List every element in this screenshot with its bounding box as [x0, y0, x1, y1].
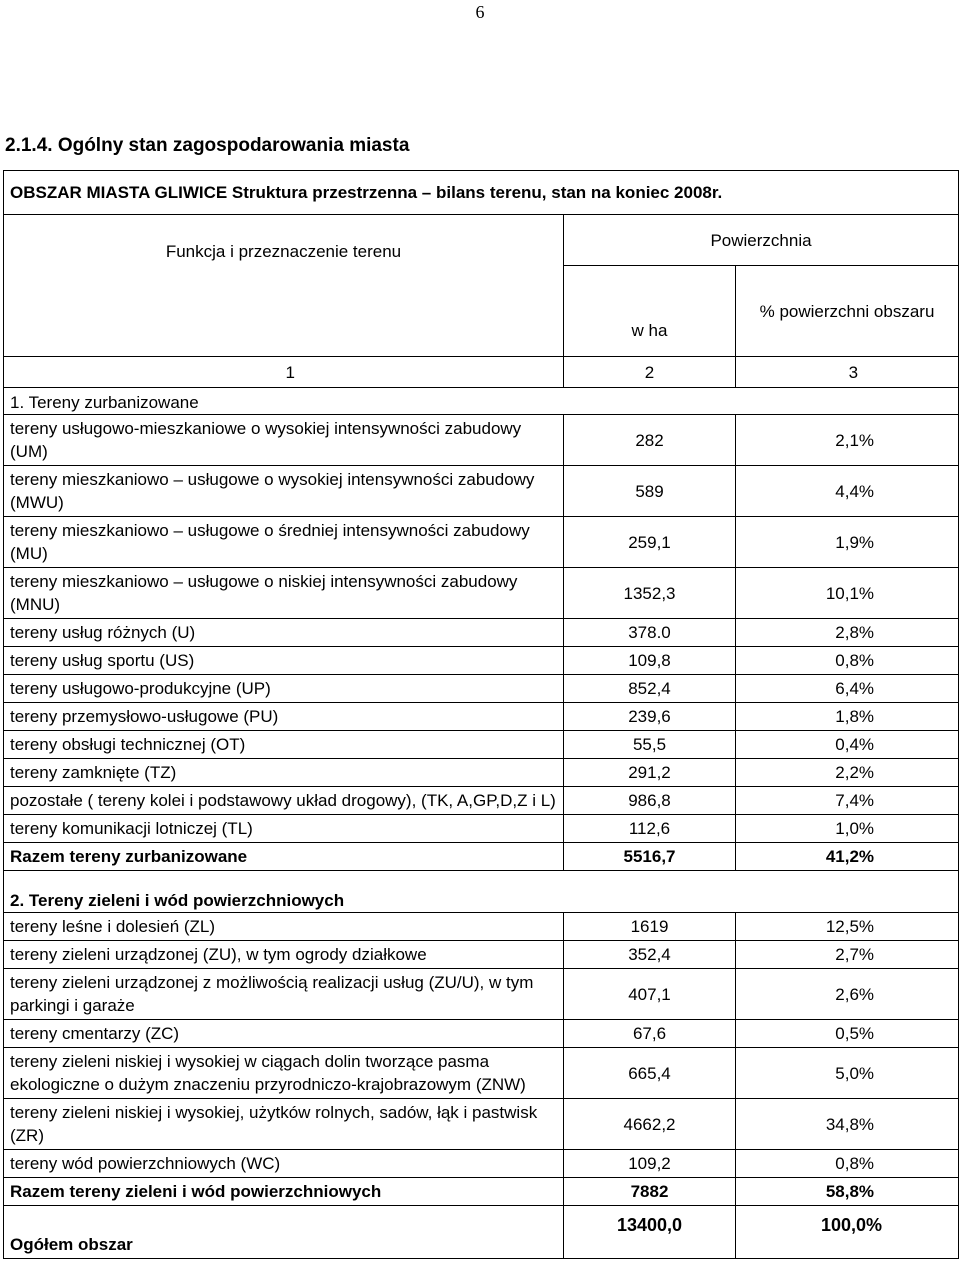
section1-row-12-percent: 1,0%	[736, 815, 959, 843]
section2-row-3-hectares: 407,1	[564, 969, 736, 1020]
section1-row-10-label: tereny zamknięte (TZ)	[4, 759, 564, 787]
section1-row-7-label: tereny usługowo-produkcyjne (UP)	[4, 675, 564, 703]
grand-total-row	[4, 1206, 959, 1259]
section1-row-12-hectares: 112,6	[564, 815, 736, 843]
header-row	[4, 215, 959, 266]
section2-row-2-percent: 2,7%	[736, 941, 959, 969]
col-number-1: 1	[4, 357, 564, 388]
section2-total-row-hectares: 7882	[564, 1178, 736, 1206]
section1-row-1-label: tereny usługowo-mieszkaniowe o wysokiej intensywności zabudowy (UM)	[4, 415, 564, 466]
section2-body	[4, 871, 959, 1206]
section2-row-6	[4, 1099, 959, 1150]
section1-row-4	[4, 568, 959, 619]
section1-row-11-label: pozostałe ( tereny kolei i podstawowy układ drogowy), (TK, A,GP,D,Z i L)	[4, 787, 564, 815]
section1-body	[4, 388, 959, 871]
section2-row-5-percent: 5,0%	[736, 1048, 959, 1099]
land-balance-document	[3, 170, 958, 1259]
section2-row-3-percent: 2,6%	[736, 969, 959, 1020]
section-spacer-row	[4, 871, 959, 890]
section1-row-10	[4, 759, 959, 787]
section2-row-3-label: tereny zieleni urządzonej z możliwością realizacji usług (ZU/U), w tym parkingi i garaże	[4, 969, 564, 1020]
section1-row-11-percent: 7,4%	[736, 787, 959, 815]
section1-row-7	[4, 675, 959, 703]
section1-row-3	[4, 517, 959, 568]
section1-row-9-hectares: 55,5	[564, 731, 736, 759]
section2-row-7-percent: 0,8%	[736, 1150, 959, 1178]
section1-row-9-label: tereny obsługi technicznej (OT)	[4, 731, 564, 759]
section1-row-5-label: tereny usług różnych (U)	[4, 619, 564, 647]
section1-row-10-hectares: 291,2	[564, 759, 736, 787]
section1-row-7-hectares: 852,4	[564, 675, 736, 703]
section1-row-7-percent: 6,4%	[736, 675, 959, 703]
section1-row-8-label: tereny przemysłowo-usługowe (PU)	[4, 703, 564, 731]
header-area: Powierzchnia	[564, 215, 959, 266]
section2-row-5-label: tereny zieleni niskiej i wysokiej w ciągach dolin tworzące pasma ekologiczne o dużym znaczeniu przyrodniczo-krajobrazowym (ZNW)	[4, 1048, 564, 1099]
header-pct: % powierzchni obszaru	[736, 266, 959, 357]
land-balance-table	[3, 170, 959, 1259]
section1-row-6-label: tereny usług sportu (US)	[4, 647, 564, 675]
section1-row-2	[4, 466, 959, 517]
section1-total-row-hectares: 5516,7	[564, 843, 736, 871]
section1-total-row-percent: 41,2%	[736, 843, 959, 871]
section2-row-5-hectares: 665,4	[564, 1048, 736, 1099]
col-number-3: 3	[736, 357, 959, 388]
section2-row-5	[4, 1048, 959, 1099]
section2-row-4-percent: 0,5%	[736, 1020, 959, 1048]
section1-row-4-label: tereny mieszkaniowo – usługowe o niskiej intensywności zabudowy (MNU)	[4, 568, 564, 619]
section1-row-3-hectares: 259,1	[564, 517, 736, 568]
section1-total-row	[4, 843, 959, 871]
section1-row-6	[4, 647, 959, 675]
section2-total-row	[4, 1178, 959, 1206]
section1-row-9-percent: 0,4%	[736, 731, 959, 759]
section2-row-7	[4, 1150, 959, 1178]
section1-row-5-hectares: 378.0	[564, 619, 736, 647]
section2-row-4-label: tereny cmentarzy (ZC)	[4, 1020, 564, 1048]
section1-title: 1. Tereny zurbanizowane	[4, 388, 959, 415]
section2-row-3	[4, 969, 959, 1020]
section1-row-1-hectares: 282	[564, 415, 736, 466]
section1-row-1-percent: 2,1%	[736, 415, 959, 466]
section2-total-row-percent: 58,8%	[736, 1178, 959, 1206]
section2-total-row-label: Razem tereny zieleni i wód powierzchniowych	[4, 1178, 564, 1206]
page-number: 6	[475, 2, 485, 22]
section1-row-2-label: tereny mieszkaniowo – usługowe o wysokiej intensywności zabudowy (MWU)	[4, 466, 564, 517]
header-ha: w ha	[564, 266, 736, 357]
section1-row-12-label: tereny komunikacji lotniczej (TL)	[4, 815, 564, 843]
section2-row-6-label: tereny zieleni niskiej i wysokiej, użytków rolnych, sadów, łąk i pastwisk (ZR)	[4, 1099, 564, 1150]
section1-row-5-percent: 2,8%	[736, 619, 959, 647]
section2-row-6-hectares: 4662,2	[564, 1099, 736, 1150]
section2-row-7-hectares: 109,2	[564, 1150, 736, 1178]
section2-row-1	[4, 913, 959, 941]
column-numbers-row	[4, 357, 959, 388]
section1-row-3-label: tereny mieszkaniowo – usługowe o średniej intensywności zabudowy (MU)	[4, 517, 564, 568]
section2-row-1-hectares: 1619	[564, 913, 736, 941]
section2-row-1-percent: 12,5%	[736, 913, 959, 941]
section2-row-1-label: tereny leśne i dolesień (ZL)	[4, 913, 564, 941]
section2-row-6-percent: 34,8%	[736, 1099, 959, 1150]
section1-row-3-percent: 1,9%	[736, 517, 959, 568]
col-number-2: 2	[564, 357, 736, 388]
grand-total-row-label: Ogółem obszar	[4, 1206, 564, 1259]
section1-row-1	[4, 415, 959, 466]
section1-total-row-label: Razem tereny zurbanizowane	[4, 843, 564, 871]
section-heading: 2.1.4. Ogólny stan zagospodarowania miasta	[5, 135, 410, 156]
section-spacer	[4, 871, 959, 890]
section2-row-4-hectares: 67,6	[564, 1020, 736, 1048]
section1-row-8-percent: 1,8%	[736, 703, 959, 731]
section2-row-2-hectares: 352,4	[564, 941, 736, 969]
section1-row-10-percent: 2,2%	[736, 759, 959, 787]
section2-title: 2. Tereny zieleni i wód powierzchniowych	[4, 889, 959, 913]
section2-row-7-label: tereny wód powierzchniowych (WC)	[4, 1150, 564, 1178]
section1-title-row	[4, 388, 959, 415]
section1-row-12	[4, 815, 959, 843]
section1-row-6-hectares: 109,8	[564, 647, 736, 675]
section2-row-4	[4, 1020, 959, 1048]
grand-total-body	[4, 1206, 959, 1259]
section1-row-4-percent: 10,1%	[736, 568, 959, 619]
section1-row-2-percent: 4,4%	[736, 466, 959, 517]
section2-row-2	[4, 941, 959, 969]
grand-total-row-hectares: 13400,0	[564, 1206, 736, 1259]
header-function: Funkcja i przeznaczenie terenu	[4, 215, 564, 357]
section2-title-row	[4, 889, 959, 913]
section2-row-2-label: tereny zieleni urządzonej (ZU), w tym ogrody działkowe	[4, 941, 564, 969]
section1-row-4-hectares: 1352,3	[564, 568, 736, 619]
section1-row-9	[4, 731, 959, 759]
section1-row-5	[4, 619, 959, 647]
section1-row-11	[4, 787, 959, 815]
section1-row-11-hectares: 986,8	[564, 787, 736, 815]
grand-total-row-percent: 100,0%	[736, 1206, 959, 1259]
section1-row-2-hectares: 589	[564, 466, 736, 517]
section1-row-8-hectares: 239,6	[564, 703, 736, 731]
section1-row-8	[4, 703, 959, 731]
table-title: OBSZAR MIASTA GLIWICE Struktura przestrzenna – bilans terenu, stan na koniec 2008r.	[4, 171, 959, 215]
table-title-row	[4, 171, 959, 215]
section1-row-6-percent: 0,8%	[736, 647, 959, 675]
